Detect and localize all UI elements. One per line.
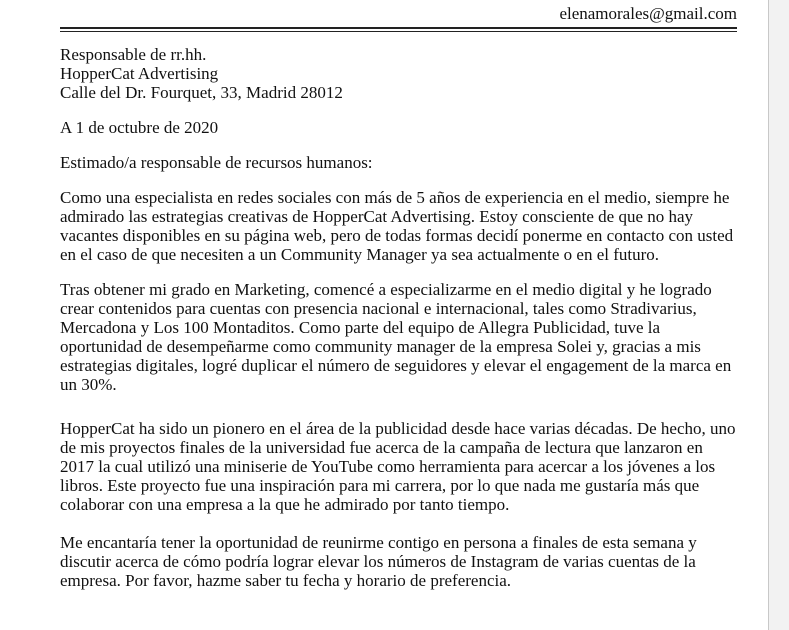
letter-date: A 1 de octubre de 2020 — [60, 118, 219, 137]
paragraph-intro: Como una especialista en redes sociales con más de 5 años de experiencia en el medio, siempre he admirado las estrategias creativas de HopperCat Advertising. Estoy consciente de que no hay vacantes disponibles en su página web, pero de todas formas decidí ponerme en contacto con usted en el caso de que necesiten a un Community Manager ya sea actualmente o en el futuro. — [60, 188, 734, 264]
paragraph-experience: Tras obtener mi grado en Marketing, comencé a especializarme en el medio digital y he logrado crear contenidos para cuentas con presencia nacional e internacional, tales como Stradivarius, Mercadona y Los 100 Montaditos. Como parte del equipo de Allegra Publicidad, tuve la oportunidad de desempeñarme como community manager de la empresa Solei y, gracias a mis estrategias digitales, logré duplicar el número de seguidores y elevar el engagement de la marca en un 30%. — [60, 280, 732, 394]
recipient-company: HopperCat Advertising — [60, 64, 219, 83]
letter-body — [60, 45, 740, 590]
recipient-block — [60, 45, 740, 102]
header-divider-thick — [60, 27, 737, 29]
paragraph-company: HopperCat ha sido un pionero en el área de la publicidad desde hace varias décadas. De hecho, uno de mis proyectos finales de la universidad fue acerca de la campaña de lectura que lanzaron en 2017 la cual utilizó una miniserie de YouTube como herramienta para acercar a los jóvenes a los libros. Este proyecto fue una inspiración para mi carrera, por lo que nada me gustaría más que colaborar con una empresa a la que he admirado por tanto tiempo. — [60, 419, 736, 514]
recipient-address: Calle del Dr. Fourquet, 33, Madrid 28012 — [60, 83, 343, 102]
letter-greeting: Estimado/a responsable de recursos humanos: — [60, 153, 373, 172]
paragraph-closing: Me encantaría tener la oportunidad de reunirme contigo en persona a finales de esta semana y discutir acerca de cómo podría lograr elevar los números de Instagram de varias cuentas de la empresa. Por favor, hazme saber tu fecha y horario de preferencia. — [60, 533, 697, 590]
recipient-title: Responsable de rr.hh. — [60, 45, 207, 64]
sender-email: elenamorales@gmail.com — [559, 4, 737, 23]
header-divider-thin — [60, 31, 737, 32]
